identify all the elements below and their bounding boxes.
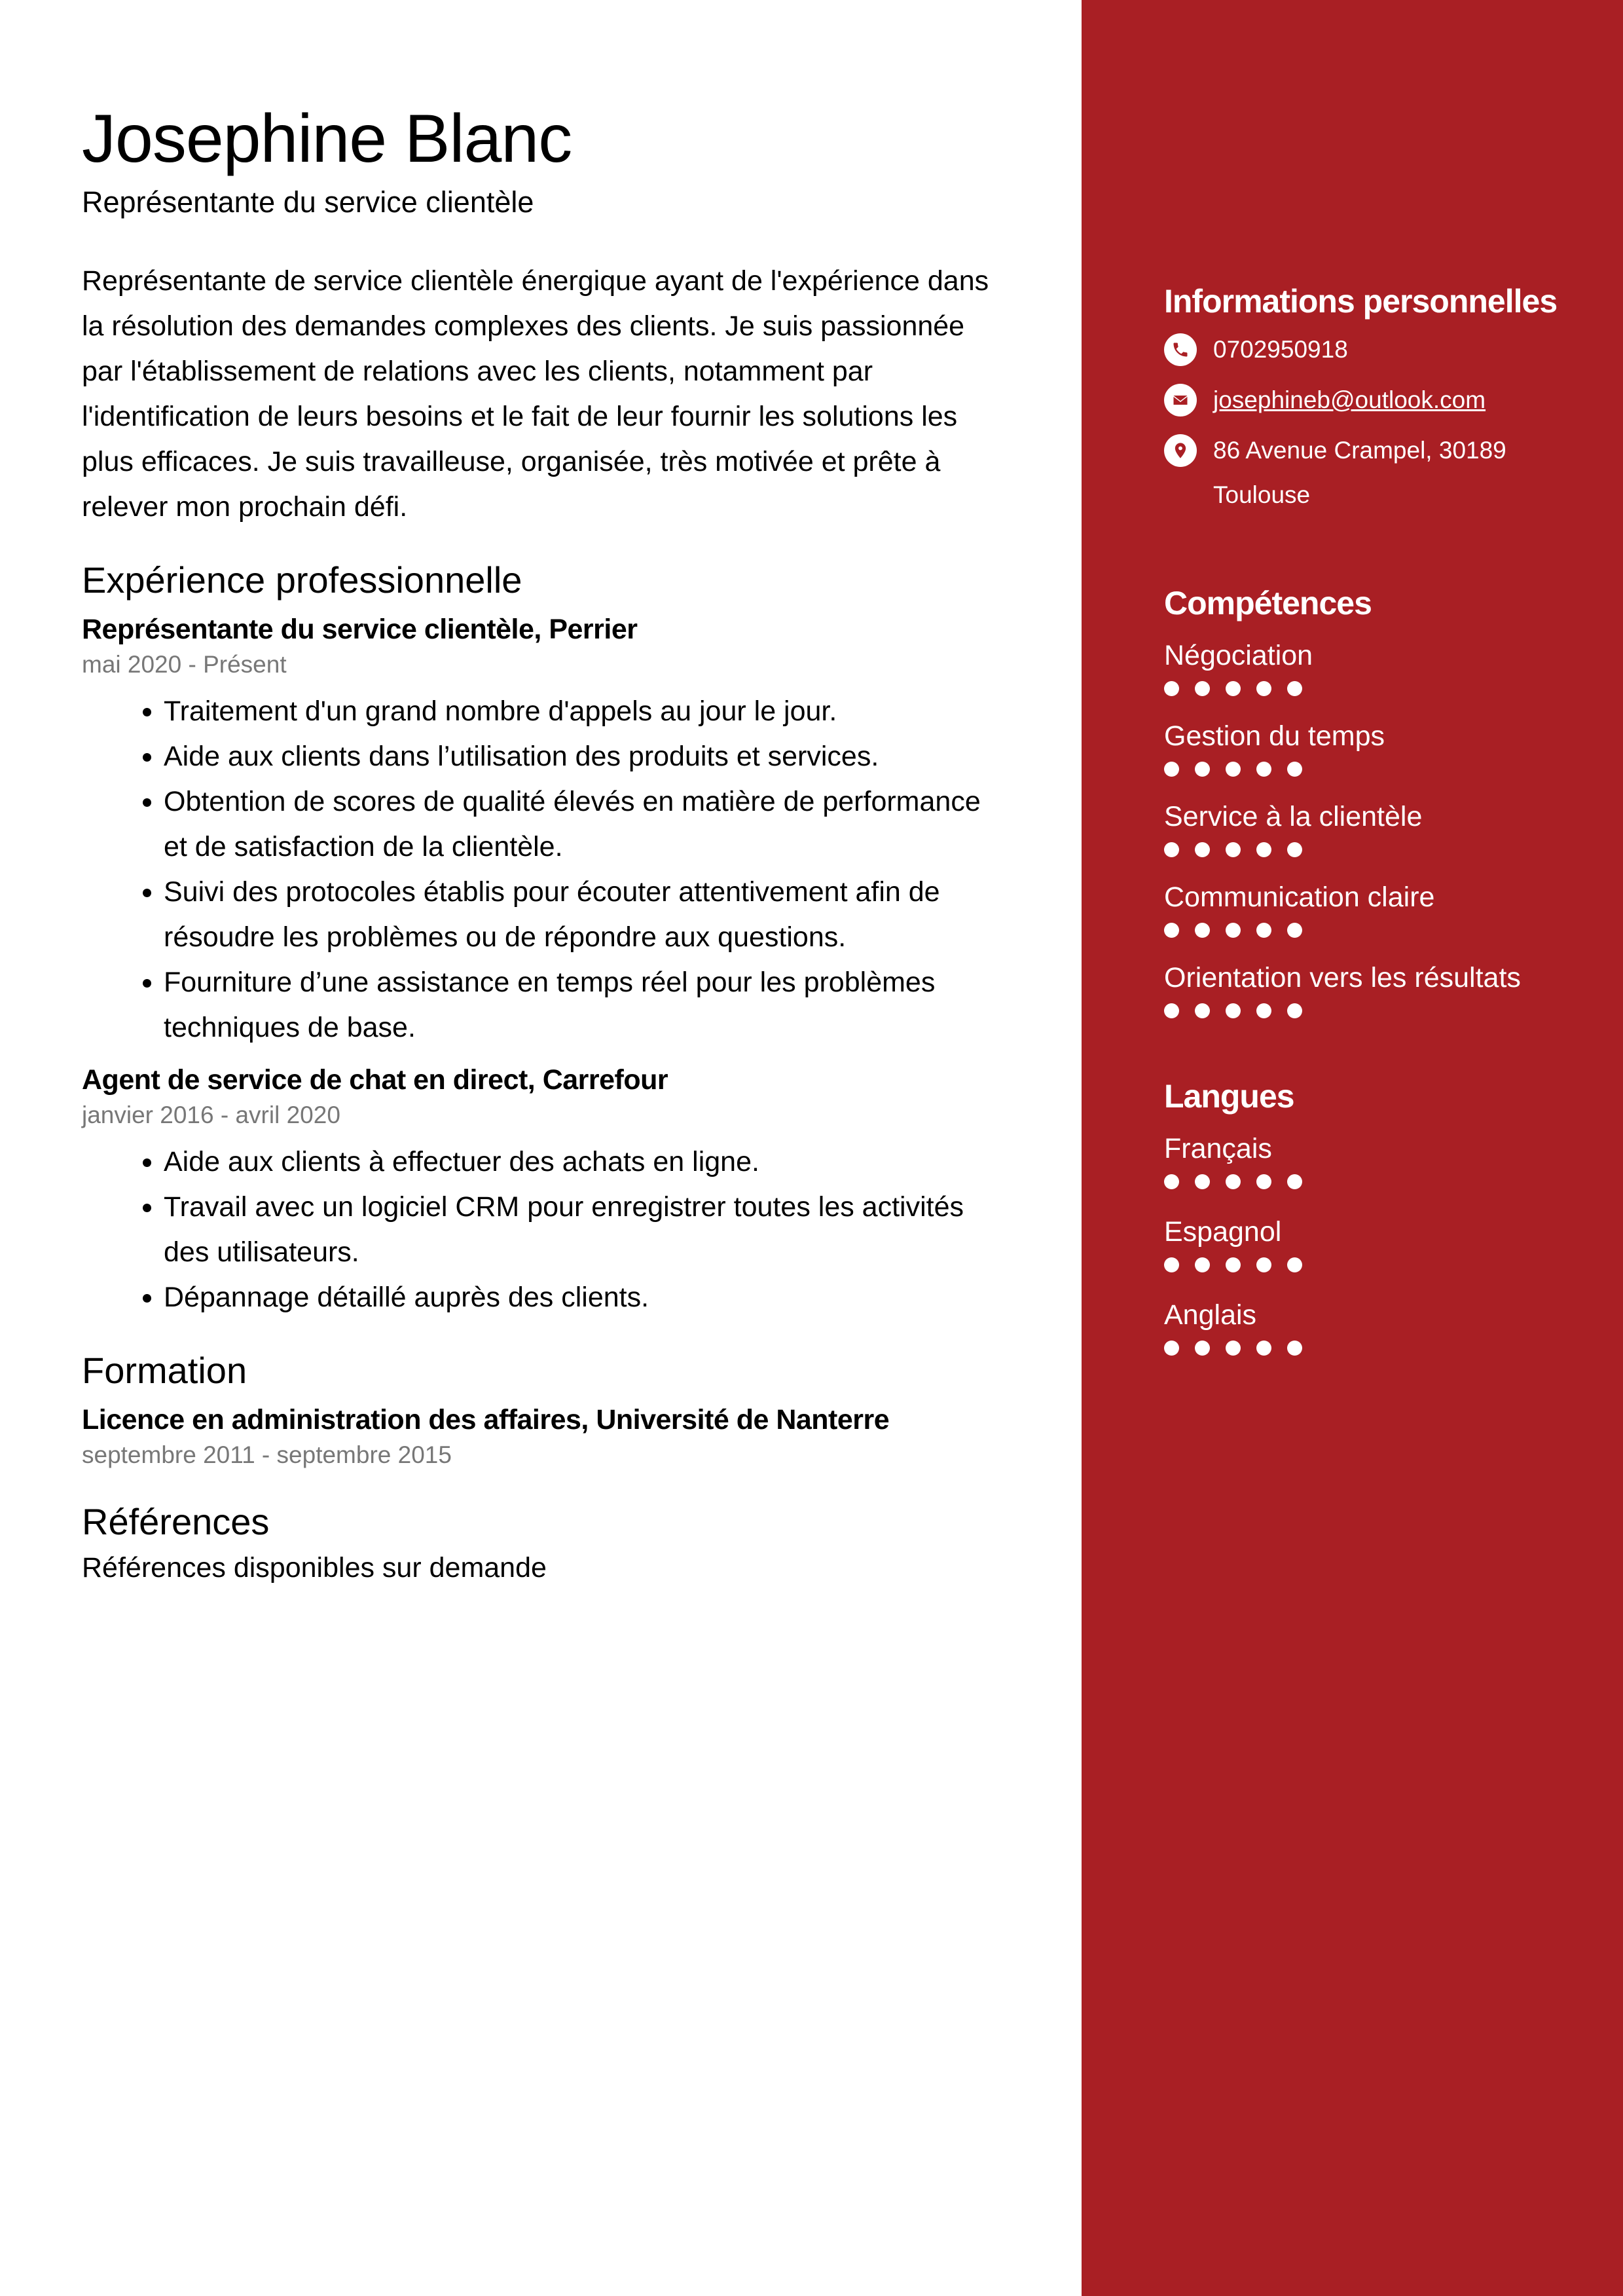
profile-summary: Représentante de service clientèle énergique ayant de l'expérience dans la résolution des demandes complexes des clients. Je suis passionnée par l'établissement de relations avec les clients, notamment par l'identification de leurs besoins et le fait de leur fournir les solutions les plus efficaces. Je suis travailleuse, organisée, très motivée et prête à relever mon prochain défi.: [82, 265, 989, 523]
rating-dot: [1256, 1257, 1271, 1272]
bullet-item: • Travail avec un logiciel CRM pour enregistrer toutes les activités des utilisateurs.: [164, 1185, 998, 1275]
education-item: [82, 1401, 998, 1472]
rating-dot: [1287, 1257, 1302, 1272]
language-rating: [1164, 1174, 1583, 1189]
bullet-item: • Traitement d'un grand nombre d'appels au jour le jour.: [164, 689, 998, 734]
references-heading: Références: [82, 1500, 270, 1542]
personal-info-heading: Informations personnelles: [1164, 283, 1558, 320]
rating-dot: [1226, 762, 1241, 777]
experience-bullets: [82, 1139, 998, 1320]
address: [1213, 428, 1506, 517]
skills-section: [1164, 580, 1583, 1018]
skill-name: Négociation: [1164, 640, 1313, 671]
rating-dot: [1256, 681, 1271, 696]
bullet-item: • Dépannage détaillé auprès des clients.: [164, 1275, 998, 1320]
rating-dot: [1287, 762, 1302, 777]
skill-rating: [1164, 842, 1583, 857]
skill-name: Communication claire: [1164, 881, 1435, 913]
education-dates: septembre 2011 - septembre 2015: [82, 1441, 452, 1468]
envelope-icon: [1164, 384, 1197, 417]
rating-dot: [1256, 923, 1271, 938]
language-item: [1164, 1128, 1583, 1189]
rating-dot: [1287, 1174, 1302, 1189]
skills-heading: Compétences: [1164, 585, 1372, 621]
rating-dot: [1256, 1003, 1271, 1018]
email-link[interactable]: josephineb@outlook.com: [1213, 386, 1486, 413]
rating-dot: [1164, 923, 1179, 938]
rating-dot: [1195, 1174, 1210, 1189]
address-line2: Toulouse: [1213, 481, 1311, 508]
experience-item: [82, 610, 998, 1050]
rating-dot: [1287, 923, 1302, 938]
experience-heading: Expérience professionnelle: [82, 559, 522, 601]
rating-dot: [1226, 1003, 1241, 1018]
experience-dates: janvier 2016 - avril 2020: [82, 1101, 340, 1128]
contact-phone: [1164, 333, 1583, 372]
rating-dot: [1164, 681, 1179, 696]
rating-dot: [1195, 1003, 1210, 1018]
contact-email: [1164, 384, 1583, 422]
bullet-item: • Obtention de scores de qualité élevés en matière de performance et de satisfaction de la clientèle.: [164, 779, 998, 870]
rating-dot: [1256, 1174, 1271, 1189]
rating-dot: [1226, 681, 1241, 696]
sidebar-content: [1164, 278, 1583, 1378]
experience-item: [82, 1061, 998, 1320]
rating-dot: [1195, 923, 1210, 938]
skill-rating: [1164, 681, 1583, 696]
bullet-item: • Suivi des protocoles établis pour écouter attentivement afin de résoudre les problèmes ou de répondre aux questions.: [164, 870, 998, 960]
language-rating: [1164, 1341, 1583, 1356]
rating-dot: [1287, 1341, 1302, 1356]
experience-title: Agent de service de chat en direct, Carrefour: [82, 1064, 668, 1096]
skill-rating: [1164, 923, 1583, 938]
skill-name: Gestion du temps: [1164, 720, 1385, 752]
experience-title: Représentante du service clientèle, Perrier: [82, 613, 638, 645]
rating-dot: [1226, 923, 1241, 938]
rating-dot: [1256, 762, 1271, 777]
experience-bullets: [82, 689, 998, 1050]
skill-rating: [1164, 1003, 1583, 1018]
job-title-header: Représentante du service clientèle: [82, 185, 534, 219]
rating-dot: [1195, 762, 1210, 777]
rating-dot: [1164, 1341, 1179, 1356]
sidebar: [1082, 0, 1623, 2296]
rating-dot: [1287, 1003, 1302, 1018]
rating-dot: [1164, 762, 1179, 777]
rating-dot: [1226, 842, 1241, 857]
languages-section: [1164, 1073, 1583, 1356]
language-name: Espagnol: [1164, 1216, 1282, 1248]
rating-dot: [1164, 1003, 1179, 1018]
main-column: [82, 98, 998, 1584]
language-item: [1164, 1295, 1583, 1356]
skill-item: [1164, 796, 1583, 857]
language-name: Anglais: [1164, 1299, 1257, 1331]
experience-dates: mai 2020 - Présent: [82, 650, 287, 678]
rating-dot: [1256, 1341, 1271, 1356]
bullet-item: • Aide aux clients dans l’utilisation des produits et services.: [164, 734, 998, 779]
rating-dot: [1164, 842, 1179, 857]
phone-icon: [1164, 333, 1197, 366]
rating-dot: [1195, 1257, 1210, 1272]
language-name: Français: [1164, 1133, 1272, 1164]
rating-dot: [1226, 1257, 1241, 1272]
address-line1: 86 Avenue Crampel, 30189: [1213, 437, 1506, 464]
skill-item: [1164, 635, 1583, 696]
contact-address: [1164, 434, 1583, 517]
education-heading: Formation: [82, 1349, 247, 1391]
rating-dot: [1195, 681, 1210, 696]
references-text: Références disponibles sur demande: [82, 1551, 547, 1583]
personal-info-section: [1164, 278, 1583, 517]
skill-rating: [1164, 762, 1583, 777]
candidate-name: Josephine Blanc: [82, 101, 572, 177]
bullet-item: • Fourniture d’une assistance en temps réel pour les problèmes techniques de base.: [164, 960, 998, 1050]
skill-item: [1164, 877, 1583, 938]
rating-dot: [1256, 842, 1271, 857]
skill-item: [1164, 716, 1583, 777]
rating-dot: [1195, 1341, 1210, 1356]
skill-item: [1164, 957, 1583, 1018]
languages-heading: Langues: [1164, 1078, 1294, 1115]
language-rating: [1164, 1257, 1583, 1272]
skill-name: Orientation vers les résultats: [1164, 962, 1521, 993]
skill-name: Service à la clientèle: [1164, 801, 1423, 832]
language-item: [1164, 1212, 1583, 1272]
bullet-item: • Aide aux clients à effectuer des achats en ligne.: [164, 1139, 998, 1185]
education-title: Licence en administration des affaires, Université de Nanterre: [82, 1403, 890, 1435]
phone-number: 0702950918: [1213, 336, 1348, 363]
rating-dot: [1226, 1174, 1241, 1189]
rating-dot: [1226, 1341, 1241, 1356]
rating-dot: [1287, 681, 1302, 696]
rating-dot: [1287, 842, 1302, 857]
rating-dot: [1164, 1257, 1179, 1272]
rating-dot: [1164, 1174, 1179, 1189]
rating-dot: [1195, 842, 1210, 857]
location-pin-icon: [1164, 434, 1197, 467]
